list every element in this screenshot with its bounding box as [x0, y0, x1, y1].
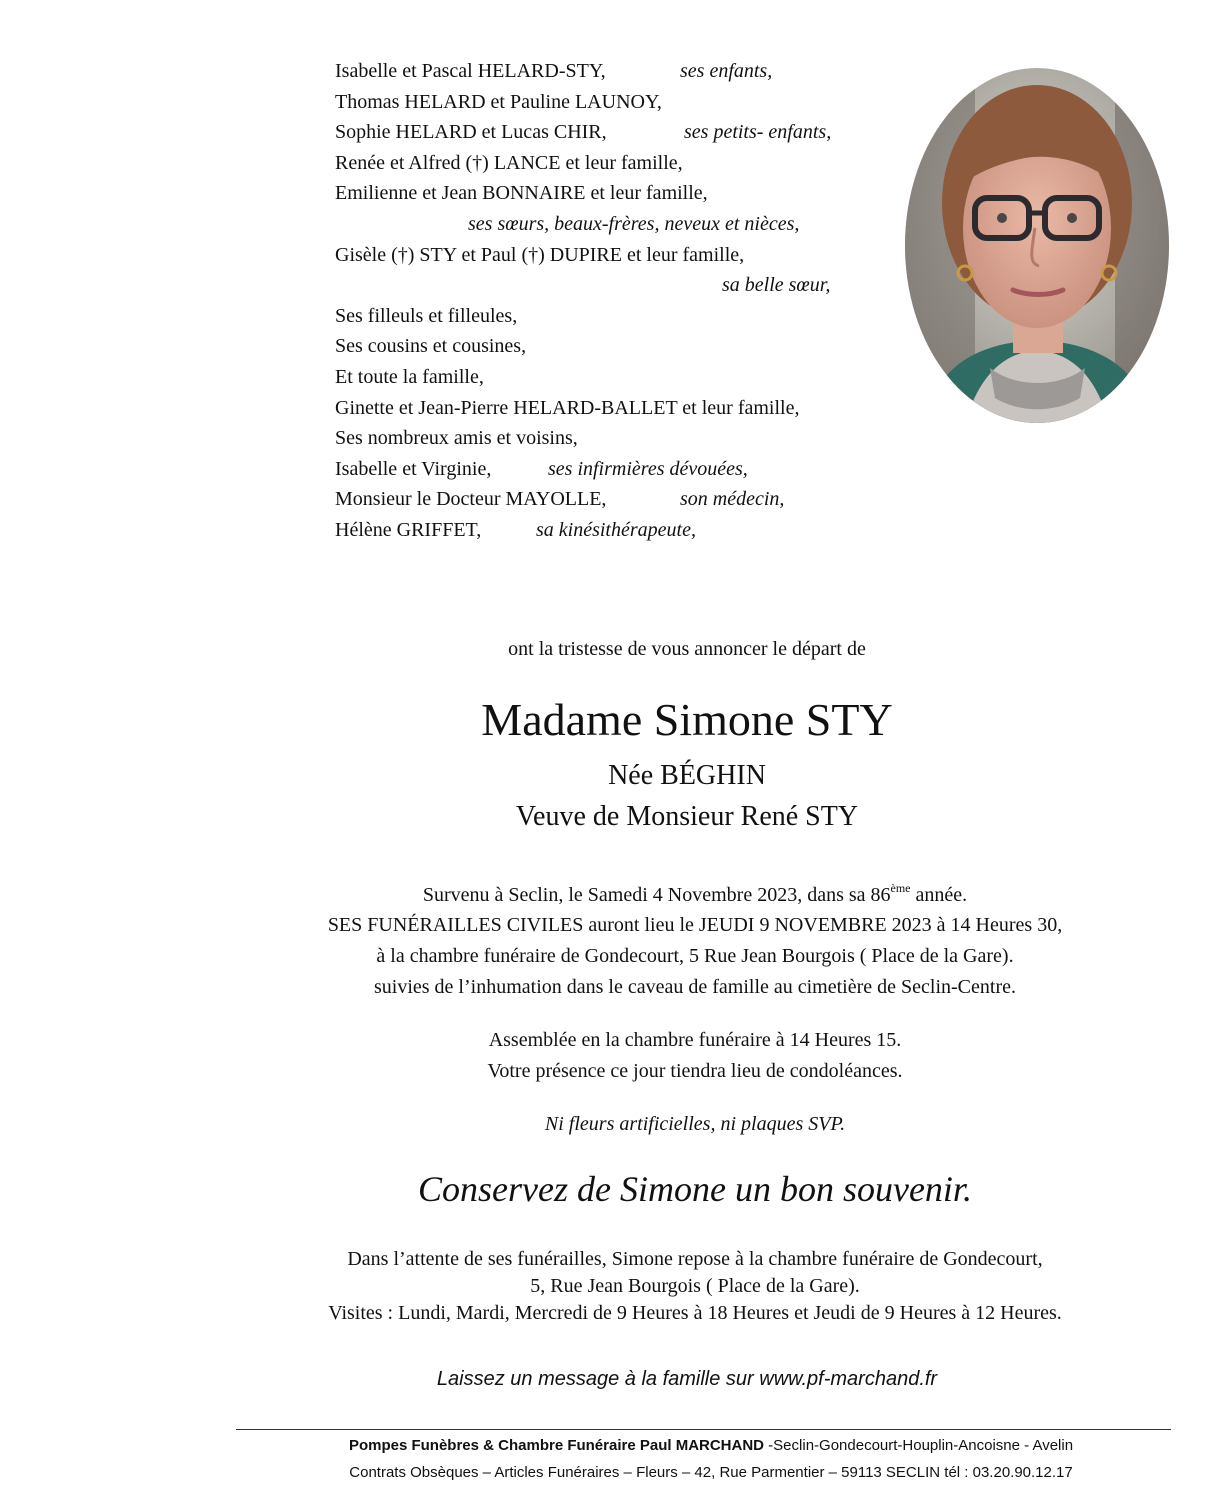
family-row	[335, 393, 799, 424]
announcement-intro: ont la tristesse de vous annoncer le départ de	[508, 638, 866, 660]
family-row	[335, 117, 832, 148]
family-role: sa kinésithérapeute,	[536, 518, 696, 541]
family-name: Gisèle (†) STY et Paul (†) DUPIRE et leur famille,	[335, 243, 745, 266]
family-name: Isabelle et Virginie,	[335, 457, 492, 480]
family-role: ses petits- enfants,	[684, 121, 832, 144]
footer-contact: Contrats Obsèques – Articles Funéraires – Fleurs – 42, Rue Parmentier – 59113 SECLIN tél : 03.20.90.12.17	[349, 1464, 1073, 1481]
deceased-name: Madame Simone STY	[481, 694, 893, 745]
family-name: Thomas HELARD et Pauline LAUNOY,	[335, 90, 662, 113]
family-row	[335, 148, 799, 179]
family-role: son médecin,	[680, 488, 785, 511]
funeral-line: SES FUNÉRAILLES CIVILES auront lieu le JEUDI 9 NOVEMBRE 2023 à 14 Heures 30,	[327, 914, 1063, 936]
family-row	[335, 454, 799, 485]
death-line-text: Survenu à Seclin, le Samedi 4 Novembre 2023, dans sa 86	[422, 884, 891, 906]
family-name: Et toute la famille,	[335, 365, 484, 388]
family-role: ses enfants,	[680, 60, 773, 82]
family-row	[335, 240, 799, 271]
family-list	[335, 56, 832, 546]
family-role: ses infirmières dévouées,	[548, 457, 748, 480]
maiden-name: Née BÉGHIN	[608, 760, 766, 791]
family-row	[335, 331, 799, 362]
family-name: Ses cousins et cousines,	[335, 335, 527, 358]
family-row	[335, 484, 799, 515]
family-row	[335, 87, 799, 118]
family-name: Sophie HELARD et Lucas CHIR,	[335, 121, 607, 144]
visits-line-3: Visites : Lundi, Mardi, Mercredi de 9 Heures à 18 Heures et Jeudi de 9 Heures à 12 Heures.	[328, 1302, 1062, 1324]
company-name: Pompes Funèbres & Chambre Funéraire Paul MARCHAND	[348, 1437, 765, 1454]
family-name: Monsieur le Docteur MAYOLLE,	[335, 488, 607, 511]
ordinal-suffix: ème	[890, 881, 911, 895]
family-name: Isabelle et Pascal HELARD-STY,	[335, 60, 606, 82]
portrait-photo	[905, 68, 1169, 423]
family-row	[335, 209, 799, 240]
family-name: Emilienne et Jean BONNAIRE et leur famille,	[335, 182, 708, 205]
family-name: Hélène GRIFFET,	[335, 518, 482, 541]
message-link[interactable]: Laissez un message à la famille sur www.pf-marchand.fr	[436, 1368, 938, 1390]
souvenir-line: Conservez de Simone un bon souvenir.	[418, 1169, 972, 1209]
family-row	[335, 178, 799, 209]
family-name: Ses filleuls et filleules,	[335, 304, 518, 327]
death-line-end: année.	[910, 884, 968, 906]
family-role: sa belle sœur,	[722, 274, 831, 297]
assembly-time: Assemblée en la chambre funéraire à 14 Heures 15.	[488, 1029, 902, 1051]
widow-of: Veuve de Monsieur René STY	[515, 801, 859, 832]
company-locations: -Seclin-Gondecourt-Houplin-Ancoisne - Avelin	[764, 1437, 1074, 1454]
family-row	[335, 362, 799, 393]
visits-line-1: Dans l’attente de ses funérailles, Simone repose à la chambre funéraire de Gondecourt,	[347, 1248, 1043, 1270]
family-name: Ginette et Jean-Pierre HELARD-BALLET et leur famille,	[335, 396, 800, 419]
family-row	[335, 301, 799, 332]
footer-company	[104, 1437, 1214, 1454]
family-row	[335, 515, 799, 546]
family-row	[335, 56, 799, 87]
family-row	[335, 423, 799, 454]
family-row	[335, 270, 831, 301]
visits-line-2: 5, Rue Jean Bourgois ( Place de la Gare).	[530, 1275, 860, 1297]
condolences-note: Votre présence ce jour tiendra lieu de condoléances.	[487, 1060, 903, 1082]
death-line	[88, 881, 1214, 907]
footer-divider	[236, 1429, 1171, 1430]
funeral-place: à la chambre funéraire de Gondecourt, 5 Rue Jean Bourgois ( Place de la Gare).	[376, 945, 1014, 967]
family-name: Renée et Alfred (†) LANCE et leur famille,	[335, 151, 683, 174]
family-name: Ses nombreux amis et voisins,	[335, 427, 578, 450]
flowers-note: Ni fleurs artificielles, ni plaques SVP.	[544, 1113, 846, 1135]
burial-line: suivies de l’inhumation dans le caveau de famille au cimetière de Seclin-Centre.	[374, 976, 1016, 998]
family-role: ses sœurs, beaux-frères, neveux et nièces,	[468, 212, 800, 235]
